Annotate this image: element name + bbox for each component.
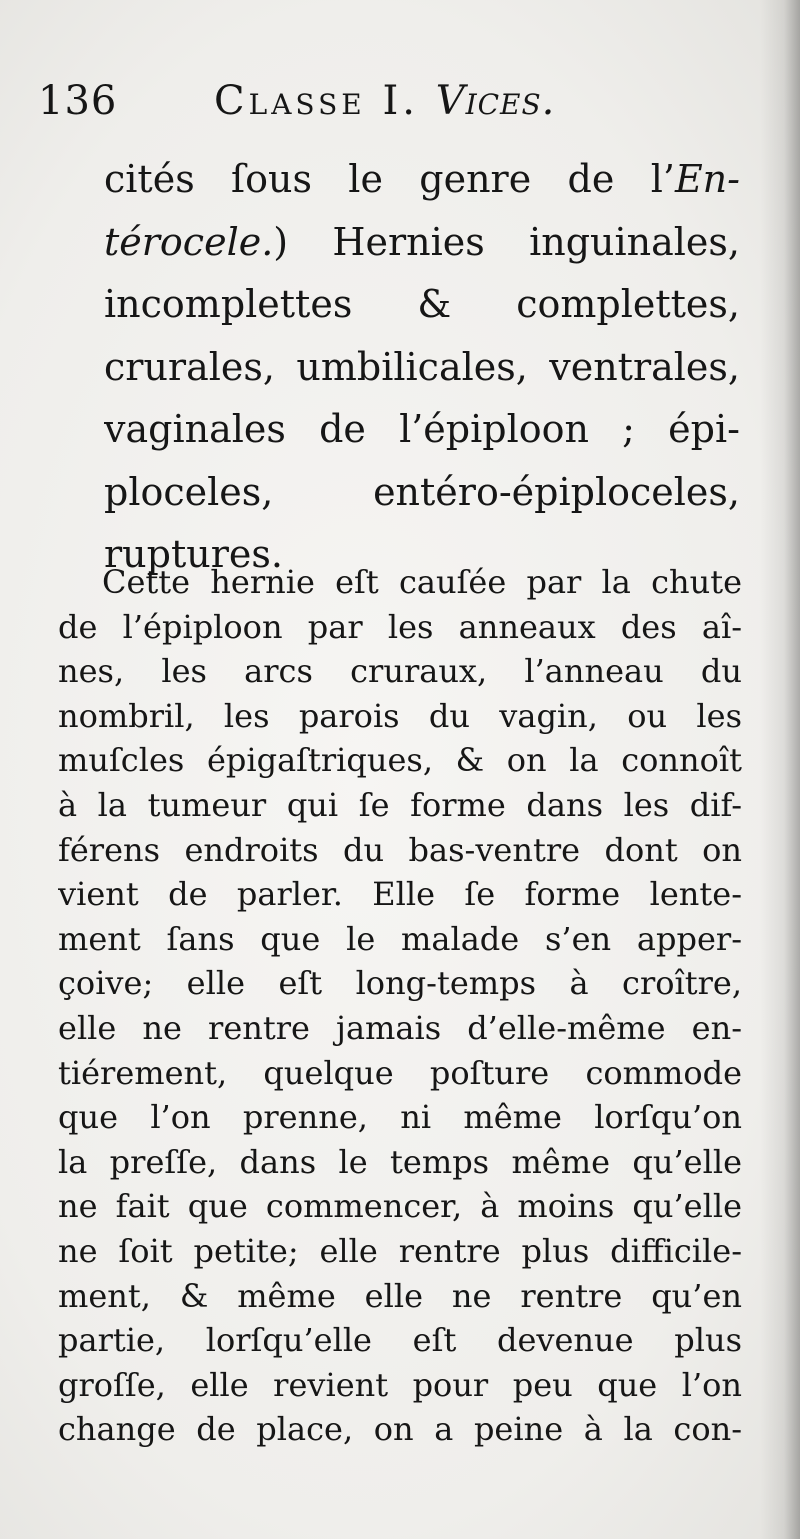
text-line: ment ſans que le malade s’en apper-	[58, 919, 742, 958]
synonyms-paragraph	[104, 148, 740, 586]
text-line: ment, & même elle ne rentre qu’en	[58, 1276, 742, 1315]
text-line: elle ne rentre jamais d’elle-même en-	[58, 1008, 742, 1047]
text-line: tiérement, quelque poſture commode	[58, 1053, 742, 1092]
page-edge-shadow	[760, 0, 800, 1539]
running-title-main: Classe I.	[214, 78, 419, 124]
text-line: férens endroits du bas-ventre dont on	[58, 830, 742, 869]
page-number: 136	[38, 78, 118, 124]
text-line: nombril, les parois du vagin, ou les	[58, 696, 742, 735]
text-line: crurales, umbilicales, ventrales,	[104, 344, 740, 389]
text-line: vaginales de l’épiploon ; épi-	[104, 407, 740, 451]
text-line: ploceles, entéro-épiploceles,	[104, 469, 740, 514]
text-line: la preſſe, dans le temps même qu’elle	[58, 1142, 742, 1181]
text-line: que l’on prenne, ni même lorſqu’on	[58, 1098, 742, 1137]
text-line: nes, les arcs cruraux, l’anneau du	[58, 652, 742, 691]
text-line: térocele.) Hernies inguinales,	[104, 219, 740, 264]
text-line: ne fait que commencer, à moins qu’elle	[58, 1187, 742, 1226]
text-line: muſcles épigaſtriques, & on la connoît	[58, 741, 742, 780]
text-line: ne ſoit petite; elle rentre plus difficile-	[58, 1231, 742, 1270]
text-line: de l’épiploon par les anneaux des aî-	[58, 607, 742, 646]
running-title-italic: Vices.	[435, 78, 556, 124]
page-header	[38, 78, 758, 138]
text-line: vient de parler. Elle ſe forme lente-	[58, 875, 742, 914]
description-paragraph	[58, 560, 742, 1452]
running-title	[214, 78, 555, 124]
text-line: Cette hernie eſt cauſée par la chute	[102, 563, 742, 601]
text-line: incomplettes & complettes,	[104, 282, 740, 326]
text-line: à la tumeur qui ſe forme dans les dif-	[58, 785, 742, 824]
text-line: change de place, on a peine à la con-	[58, 1410, 742, 1449]
text-line: partie, lorſqu’elle eſt devenue plus	[58, 1321, 742, 1360]
text-line: groſſe, elle revient pour peu que l’on	[58, 1365, 742, 1404]
text-line: çoive; elle eſt long-temps à croître,	[58, 964, 742, 1003]
text-line: cités ſous le genre de l’En-	[104, 157, 740, 201]
text-line: ruptures.	[104, 532, 283, 576]
